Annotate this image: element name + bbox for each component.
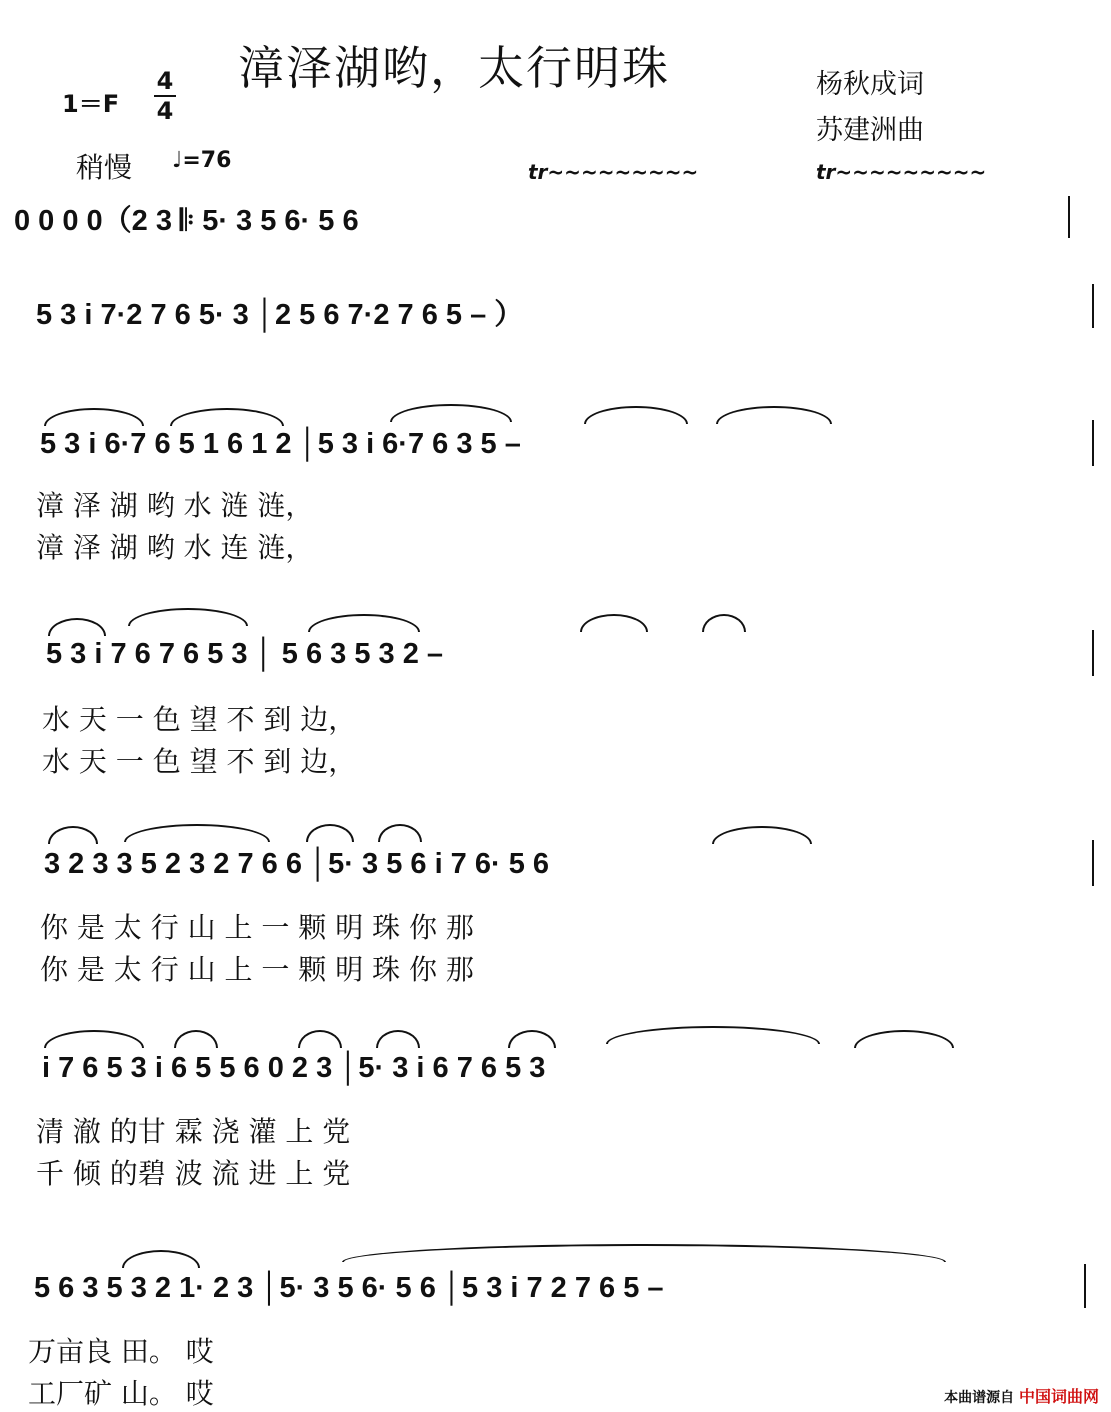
slur bbox=[48, 826, 98, 844]
barline bbox=[1092, 284, 1094, 328]
slur bbox=[298, 1030, 342, 1048]
slur bbox=[716, 406, 832, 424]
barline bbox=[1092, 630, 1094, 676]
key-signature: 1＝F bbox=[62, 90, 120, 118]
slur bbox=[44, 1030, 144, 1048]
lyrics-verse-1: 清 澈 的甘 霖 浇 灌 上 党 bbox=[36, 1115, 351, 1148]
slur bbox=[854, 1030, 954, 1048]
slur bbox=[378, 824, 422, 842]
slur bbox=[306, 824, 354, 842]
site-brand-link[interactable]: 中国词曲网 bbox=[1018, 1387, 1099, 1406]
notation-row-7: 5 6 3 5 3 2 1· 2 3 │5· 3 5 6· 5 6 │5 3 i 7 2 7 6 5 – bbox=[34, 1272, 664, 1304]
lyrics-verse-1: 水 天 一 色 望 不 到 边， bbox=[42, 703, 357, 736]
barline bbox=[1084, 1264, 1086, 1308]
slur bbox=[128, 608, 248, 626]
slur bbox=[44, 408, 144, 426]
source-footer bbox=[944, 1384, 1099, 1407]
slur bbox=[174, 1030, 218, 1048]
slur bbox=[702, 614, 746, 632]
notation-row-2: 5 3 i 7·2 7 6 5· 3 │2 5 6 7·2 7 6 5 – ） bbox=[36, 299, 524, 331]
composer-credit: 苏建洲曲 bbox=[816, 115, 924, 146]
slur bbox=[48, 618, 106, 636]
lyrics-verse-2: 千 倾 的碧 波 流 进 上 党 bbox=[36, 1157, 351, 1190]
notation-row-3: 5 3 i 6·7 6 5 1 6 1 2 │5 3 i 6·7 6 3 5 – bbox=[40, 428, 521, 460]
trill-mark: tr~~~~~~~~~ bbox=[528, 160, 699, 184]
source-label: 本曲谱源自 bbox=[944, 1390, 1015, 1406]
notation-row-5: 3 2 3 3 5 2 3 2 7 6 6 │5· 3 5 6 i 7 6· 5 6 bbox=[44, 848, 550, 880]
slur bbox=[122, 1250, 200, 1268]
lyricist-credit: 杨秋成词 bbox=[816, 69, 924, 100]
slur bbox=[508, 1030, 556, 1048]
lyrics-verse-2: 你 是 太 行 山 上 一 颗 明 珠 你 那 bbox=[40, 953, 474, 986]
slur bbox=[308, 614, 420, 632]
lyrics-verse-1: 万亩良 田。 哎 bbox=[28, 1335, 214, 1368]
lyrics-verse-2: 工厂矿 山。 哎 bbox=[28, 1377, 214, 1410]
slur bbox=[170, 408, 284, 426]
lyrics-verse-2: 漳 泽 湖 哟 水 连 涟， bbox=[36, 531, 314, 564]
meter-bottom: 4 bbox=[156, 97, 174, 125]
meter-top: 4 bbox=[156, 67, 174, 95]
slur bbox=[342, 1244, 946, 1262]
lyrics-verse-1: 漳 泽 湖 哟 水 涟 涟， bbox=[36, 489, 314, 522]
lyrics-verse-1: 你 是 太 行 山 上 一 颗 明 珠 你 那 bbox=[40, 911, 474, 944]
tempo-marking: ♩=76 bbox=[172, 148, 232, 173]
barline bbox=[1068, 196, 1070, 238]
notation-row-1: 0 0 0 0（2 3 𝄆 5· 3 5 6· 5 6 bbox=[14, 205, 359, 237]
trill-mark: tr~~~~~~~~~ bbox=[816, 160, 987, 184]
barline bbox=[1092, 840, 1094, 886]
notation-row-6: i 7 6 5 3 i 6 5 5 6 0 2 3 │5· 3 i 6 7 6 5 3 bbox=[42, 1052, 546, 1084]
lyrics-verse-2: 水 天 一 色 望 不 到 边， bbox=[42, 745, 357, 778]
barline bbox=[1092, 420, 1094, 466]
slur bbox=[376, 1030, 420, 1048]
slur bbox=[584, 406, 688, 424]
slur bbox=[712, 826, 812, 844]
slur bbox=[124, 824, 270, 842]
slur bbox=[580, 614, 648, 632]
time-signature bbox=[154, 68, 176, 124]
notation-row-4: 5 3 i 7 6 7 6 5 3 │ 5 6 3 5 3 2 – bbox=[46, 638, 444, 670]
song-title: 漳泽湖哟，太行明珠 bbox=[238, 41, 670, 95]
slur bbox=[606, 1026, 820, 1044]
tempo-text: 稍慢 bbox=[76, 151, 133, 184]
slur bbox=[390, 404, 512, 422]
